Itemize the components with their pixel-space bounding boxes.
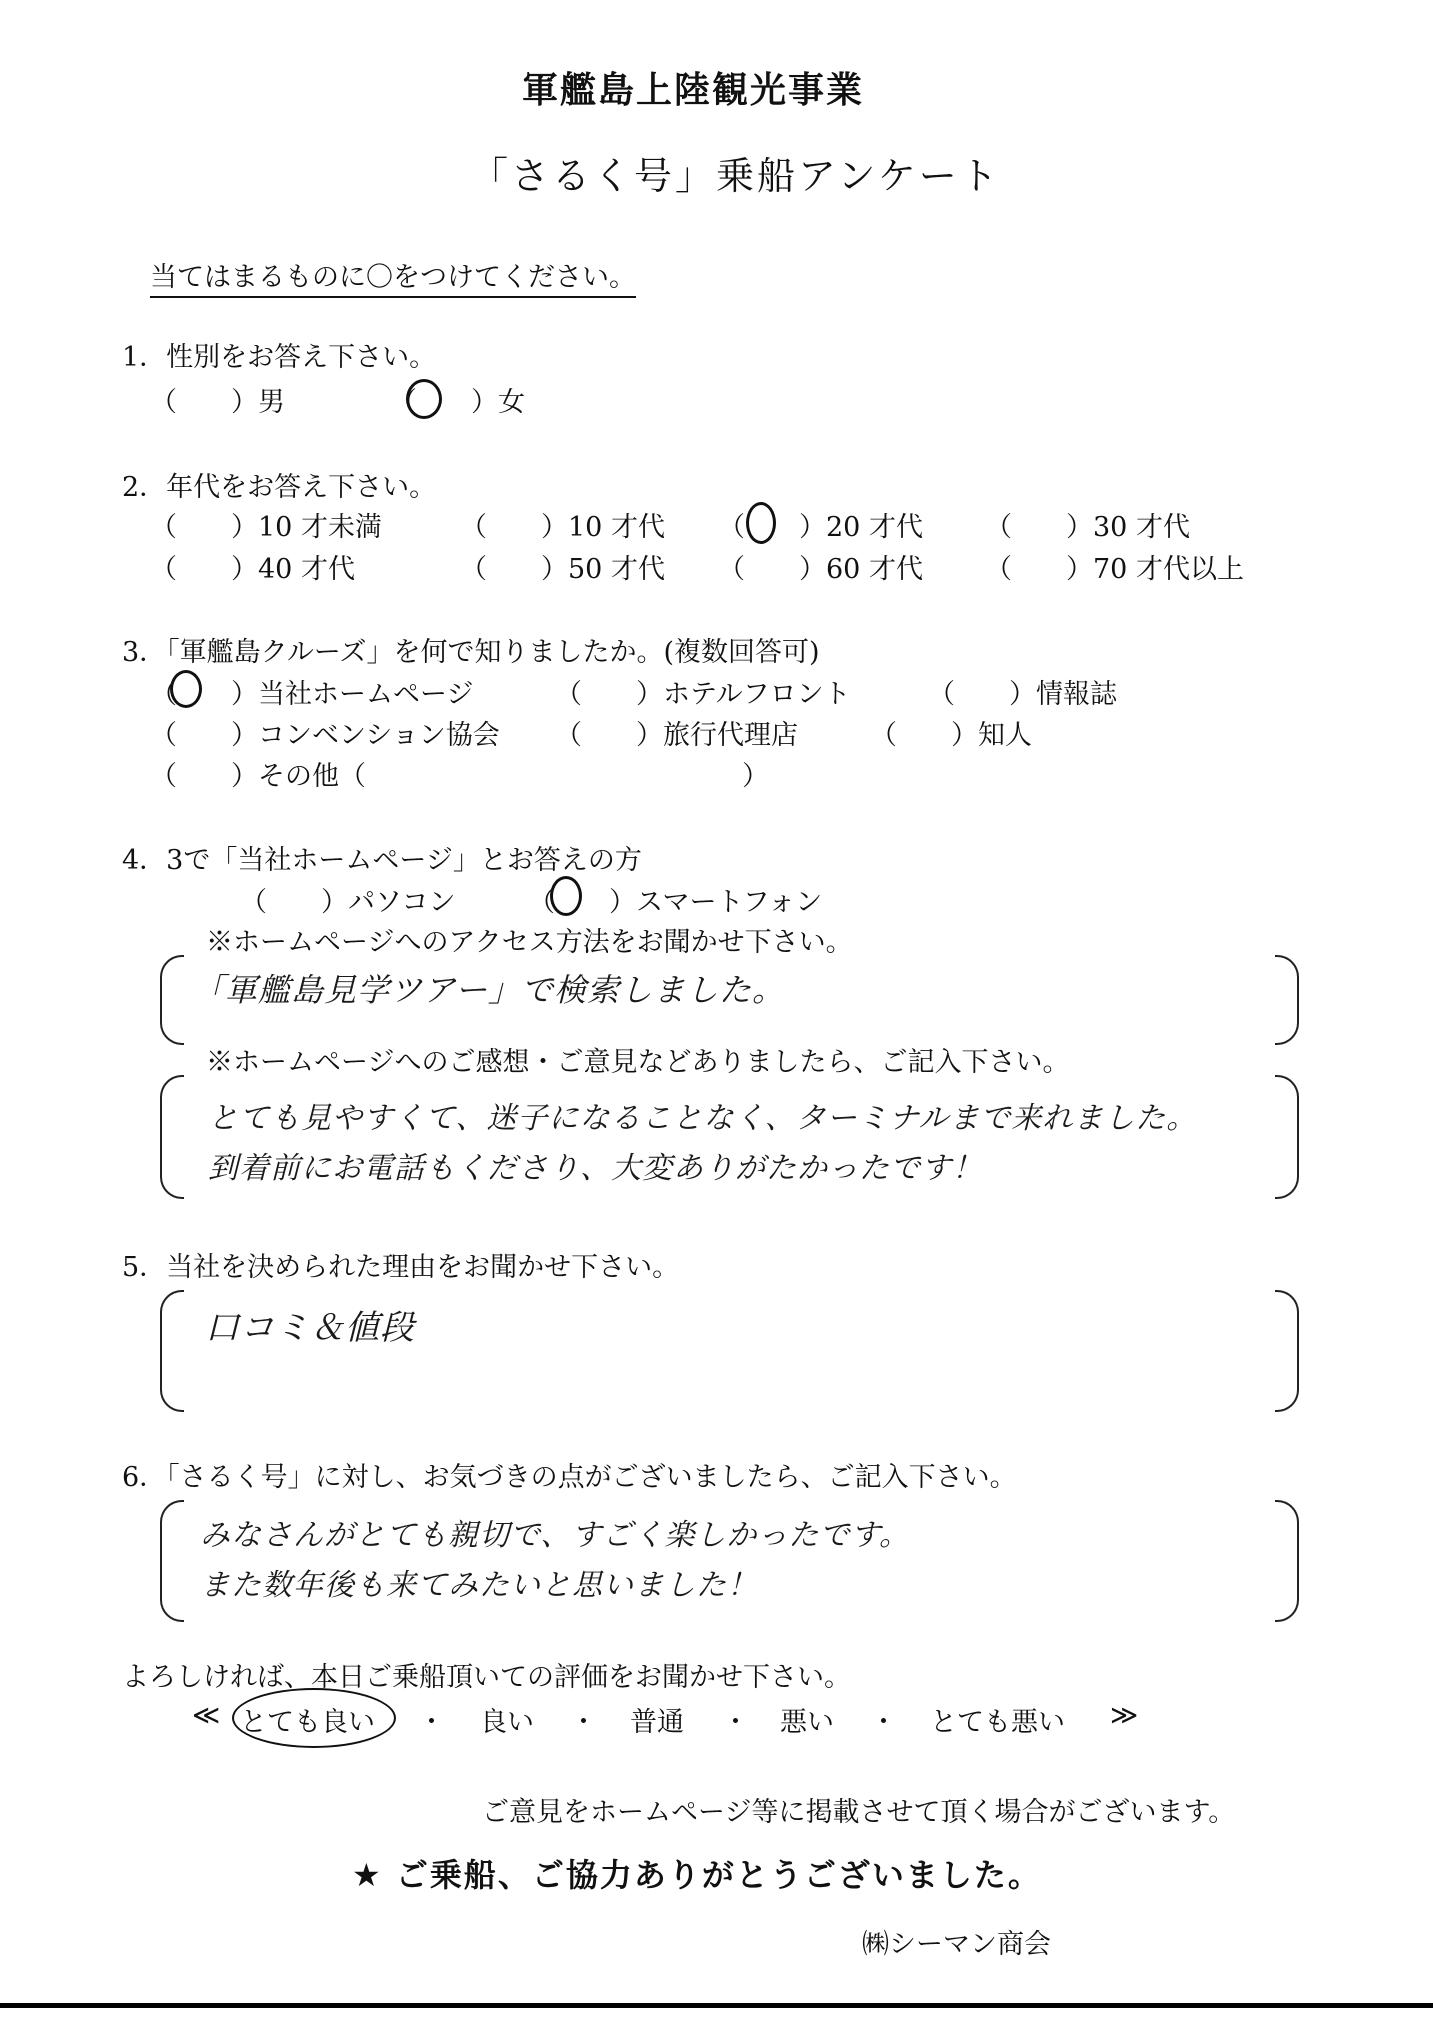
- answer-bracket-right: [1275, 1290, 1299, 1412]
- q3-option-other[interactable]: （ ）その他（: [150, 761, 366, 792]
- q4-access-prompt: ※ホームページへのアクセス方法をお聞かせ下さい。: [206, 927, 853, 958]
- company-name: ㈱シーマン商会: [862, 1929, 1051, 1960]
- q4-feedback-answer-line1[interactable]: とても見やすくて、迷子になることなく、ターミナルまで来れました。: [208, 1101, 1198, 1136]
- q2-option-40s[interactable]: （ ）40 才代: [150, 554, 355, 585]
- q5-answer[interactable]: 口コミ＆値段: [205, 1308, 415, 1348]
- bottom-rule: [0, 2003, 1433, 2008]
- rating-separator: ・: [570, 1707, 597, 1738]
- q3-option-homepage[interactable]: （ ）当社ホームページ: [150, 679, 474, 710]
- answer-bracket-right: [1275, 1500, 1299, 1622]
- rating-very-bad[interactable]: とても悪い: [930, 1707, 1065, 1738]
- q3-option-acquaintance[interactable]: （ ）知人: [870, 720, 1032, 751]
- q2-option-70s-plus[interactable]: （ ）70 才代以上: [985, 554, 1244, 585]
- q2-option-under10[interactable]: （ ）10 才未満: [150, 512, 382, 543]
- rating-prompt: よろしければ、本日ご乗船頂いての評価をお聞かせ下さい。: [122, 1662, 851, 1693]
- instruction: 当てはまるものに〇をつけてください。: [150, 255, 636, 298]
- answer-bracket-left: [160, 1500, 184, 1622]
- selection-circle-icon: [746, 502, 776, 544]
- q3-option-hotel-front[interactable]: （ ）ホテルフロント: [555, 679, 851, 710]
- q6-question: 6．「さるく号」に対し、お気づきの点がございましたら、ご記入下さい。: [122, 1462, 1017, 1493]
- q3-option-travel-agency[interactable]: （ ）旅行代理店: [555, 720, 798, 751]
- q2-option-10s[interactable]: （ ）10 才代: [460, 512, 665, 543]
- q3-option-convention[interactable]: （ ）コンベンション協会: [150, 720, 500, 751]
- q6-answer-line2[interactable]: また数年後も来てみたいと思いました！: [200, 1568, 758, 1603]
- q2-option-60s[interactable]: （ ）60 才代: [718, 554, 923, 585]
- q1-question: 1．性別をお答え下さい。: [122, 342, 437, 373]
- q4-feedback-prompt: ※ホームページへのご感想・ご意見などありましたら、ご記入下さい。: [206, 1047, 1070, 1078]
- q2-option-20s[interactable]: （ ）20 才代: [718, 512, 923, 543]
- q6-answer-line1[interactable]: みなさんがとても親切で、すごく楽しかったです。: [200, 1518, 910, 1553]
- answer-bracket-right: [1275, 955, 1299, 1045]
- q5-question: 5．当社を決められた理由をお聞かせ下さい。: [122, 1252, 680, 1283]
- rating-separator: ・: [418, 1707, 445, 1738]
- selection-circle-icon: [406, 379, 442, 419]
- q1-option-female[interactable]: （ ）女: [390, 387, 525, 418]
- rating-very-good[interactable]: とても良い: [240, 1707, 375, 1738]
- q3-other-close: ）: [742, 761, 769, 792]
- q3-option-magazine[interactable]: （ ）情報誌: [928, 679, 1117, 710]
- rating-average[interactable]: 普通: [630, 1707, 684, 1738]
- rating-bad[interactable]: 悪い: [780, 1707, 834, 1738]
- thank-you-message: ★ ご乗船、ご協力ありがとうございました。: [352, 1856, 1042, 1894]
- answer-bracket-right: [1275, 1075, 1299, 1199]
- selection-circle-icon: [170, 670, 202, 708]
- q2-option-50s[interactable]: （ ）50 才代: [460, 554, 665, 585]
- q4-question: 4．3で「当社ホームページ」とお答えの方: [122, 845, 642, 876]
- q2-option-30s[interactable]: （ ）30 才代: [985, 512, 1190, 543]
- q2-question: 2．年代をお答え下さい。: [122, 472, 437, 503]
- q3-question: 3．「軍艦島クルーズ」を何で知りましたか。(複数回答可): [122, 637, 820, 668]
- survey-subtitle: 「さるく号」乗船アンケート: [470, 154, 1001, 198]
- rating-good[interactable]: 良い: [480, 1707, 534, 1738]
- q4-feedback-answer-line2[interactable]: 到着前にお電話もくださり、大変ありがたかったです！: [208, 1151, 983, 1186]
- answer-bracket-left: [160, 1075, 184, 1199]
- rating-open-bracket: ≪: [192, 1700, 221, 1731]
- rating-close-bracket: ≫: [1110, 1700, 1139, 1731]
- selection-circle-icon: [550, 876, 582, 916]
- q1-option-male[interactable]: （ ）男: [150, 387, 285, 418]
- q4-option-smartphone[interactable]: （ ）スマートフォン: [528, 887, 823, 918]
- answer-bracket-left: [160, 955, 184, 1045]
- publication-notice: ご意見をホームページ等に掲載させて頂く場合がございます。: [482, 1797, 1236, 1828]
- rating-separator: ・: [870, 1707, 897, 1738]
- q4-option-pc[interactable]: （ ）パソコン: [240, 887, 456, 918]
- answer-bracket-left: [160, 1290, 184, 1412]
- survey-title: 軍艦島上陸観光事業: [522, 70, 865, 111]
- rating-separator: ・: [722, 1707, 749, 1738]
- q4-access-answer[interactable]: 「軍艦島見学ツアー」で検索しました。: [192, 971, 786, 1009]
- selection-circle-icon: [232, 1688, 396, 1748]
